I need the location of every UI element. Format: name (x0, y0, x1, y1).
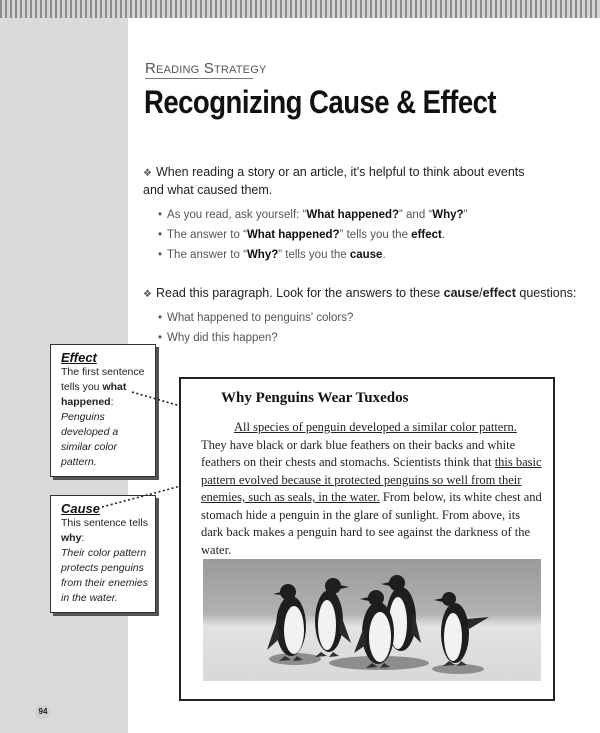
bullet-bold: Why? (432, 209, 464, 221)
question-text: What happened to penguins' colors? (167, 312, 354, 324)
task-text: Read this paragraph. Look for the answers to these (155, 286, 444, 300)
article-text: From below, its white chest and stomach hide a penguin in the glare of sunlight. From above, its dark back makes a penguin hard to see against the darkness of the water. (201, 490, 542, 557)
bullet-text: The answer to “ (167, 229, 247, 241)
penguin-illustration (203, 559, 541, 681)
bullet-text: ” tells you the (339, 229, 412, 241)
callout-text: This sentence tells (61, 517, 148, 529)
callout-colon: : (110, 396, 114, 408)
diamond-bullet-icon: ❖ (143, 168, 152, 179)
bullet-dot-icon: • (158, 249, 163, 261)
bullet-text: The answer to “ (167, 249, 247, 261)
callout-heading: Effect (61, 350, 97, 365)
task-bold-cause: cause (443, 286, 480, 300)
callout-italic: Their color pattern protects penguins from their enemies in the water. (61, 547, 148, 604)
article-title: Why Penguins Wear Tuxedos (221, 390, 409, 406)
bullet-dot-icon: • (158, 312, 163, 324)
bullet-text: ” tells you the (278, 249, 350, 261)
bullet-text: As you read, ask yourself: “ (167, 209, 307, 221)
bullet-bold: cause (349, 249, 383, 261)
penguin (267, 584, 306, 661)
diamond-bullet-icon: ❖ (143, 289, 152, 300)
bullet-text: . (441, 229, 446, 241)
bullet-text: . (382, 249, 386, 261)
callout-colon: : (81, 532, 85, 544)
section-kicker: Reading Strategy (145, 60, 267, 77)
callout-italic: Penguins developed a similar color pattern. (61, 411, 119, 468)
penguin (315, 578, 351, 657)
task-bold-effect: effect (482, 286, 516, 300)
question-text: Why did this happen? (167, 332, 278, 344)
callout-heading: Cause (61, 501, 101, 516)
cause-sentence: this basic pattern evolved because it protected penguins so well from their enemies, such as seals, in the water. (201, 455, 542, 504)
article-text: They have black or dark blue feathers on their backs and white feathers on their chests and stomachs. Scientists think that (201, 437, 516, 469)
intro-text: When reading a story or an article, it's helpful to think about events and what caused them. (143, 165, 525, 197)
bullet-text: ” (463, 209, 468, 221)
bullet-bold: What happened? (306, 209, 400, 221)
task-slash: / (479, 286, 483, 300)
task-text-end: questions: (515, 286, 577, 300)
page-number: 94 (35, 705, 51, 719)
callout-bold: why (61, 532, 82, 544)
article-box (179, 377, 555, 701)
article-paragraph (201, 419, 545, 559)
bullet-dot-icon: • (158, 332, 163, 344)
penguin (434, 592, 489, 666)
bullet-dot-icon: • (158, 209, 163, 221)
page-title: Recognizing Cause & Effect (144, 84, 497, 120)
penguin (354, 590, 394, 668)
bullet-bold: Why? (246, 249, 279, 261)
callout-bold: what happened (61, 381, 127, 408)
bullet-bold: effect (411, 229, 442, 241)
effect-sentence: All species of penguin developed a similar color pattern. (234, 420, 517, 434)
penguins-photo (203, 559, 541, 681)
callout-text: The first sentence tells you (61, 366, 145, 393)
bullet-text: ” and “ (399, 209, 433, 221)
bullet-bold: What happened? (246, 229, 340, 241)
bullet-dot-icon: • (158, 229, 163, 241)
